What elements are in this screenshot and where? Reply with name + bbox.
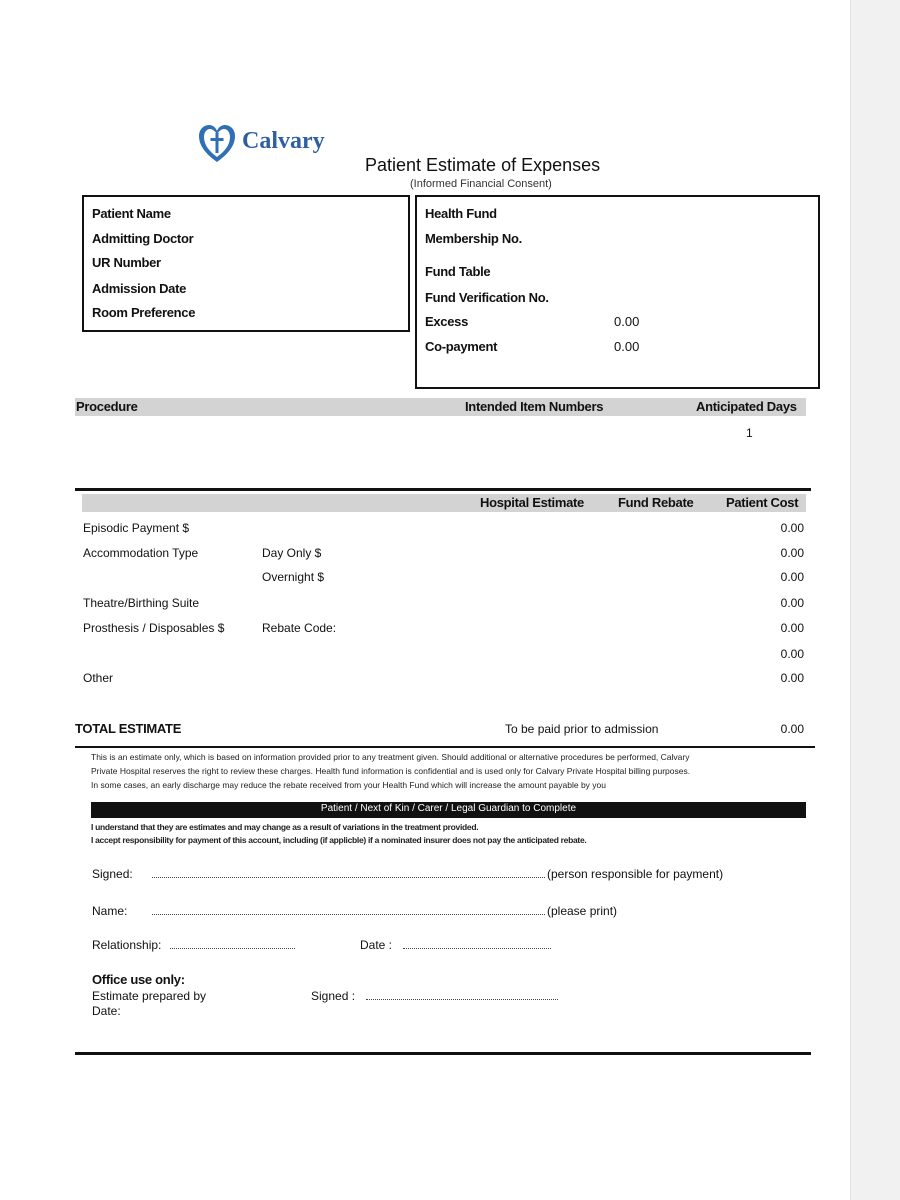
signed-label: Signed: bbox=[92, 867, 133, 881]
health-fund-label: Health Fund bbox=[425, 206, 497, 221]
disclaimer-line-2: Private Hospital reserves the right to review these charges. Health fund information is confidential and is used only for Calvary Private Hospital billing purposes. bbox=[91, 766, 691, 776]
fund-verification-label: Fund Verification No. bbox=[425, 290, 549, 305]
total-note: To be paid prior to admission bbox=[505, 722, 659, 736]
name-line[interactable] bbox=[152, 914, 545, 915]
day-only-value: 0.00 bbox=[780, 546, 804, 560]
calvary-logo bbox=[198, 124, 236, 169]
prosthesis-label: Prosthesis / Disposables $ bbox=[83, 621, 225, 635]
accommodation-type-label: Accommodation Type bbox=[83, 546, 199, 560]
patient-cost-label: Patient Cost bbox=[726, 495, 799, 510]
total-estimate-label: TOTAL ESTIMATE bbox=[75, 721, 182, 736]
excess-label: Excess bbox=[425, 314, 469, 329]
fund-rebate-label: Fund Rebate bbox=[618, 495, 694, 510]
heart-cross-icon bbox=[198, 124, 236, 164]
excess-value: 0.00 bbox=[614, 314, 640, 329]
page-subtitle: (Informed Financial Consent) bbox=[410, 178, 552, 190]
date-line[interactable] bbox=[403, 948, 551, 949]
name-suffix: (please print) bbox=[547, 904, 618, 918]
room-preference-label: Room Preference bbox=[92, 305, 196, 320]
anticipated-days-label: Anticipated Days bbox=[696, 399, 797, 414]
fund-table-label: Fund Table bbox=[425, 264, 491, 279]
cost-top-rule bbox=[75, 488, 811, 491]
date-label: Date : bbox=[360, 938, 393, 952]
episodic-payment-value: 0.00 bbox=[780, 521, 804, 535]
procedure-label: Procedure bbox=[76, 399, 138, 414]
consent-line-1: I understand that they are estimates and may change as a result of variations in the treatment provided. bbox=[91, 822, 479, 832]
page-title: Patient Estimate of Expenses bbox=[365, 155, 601, 175]
office-use-heading: Office use only: bbox=[92, 972, 185, 987]
consent-line-2: I accept responsibility for payment of this account, including (if applicble) if a nominated insurer does not pay the anticipated rebate. bbox=[91, 835, 587, 845]
blank-row-value: 0.00 bbox=[780, 647, 804, 661]
day-only-label: Day Only $ bbox=[262, 546, 322, 560]
total-rule bbox=[75, 746, 815, 748]
total-value: 0.00 bbox=[780, 722, 804, 736]
episodic-payment-label: Episodic Payment $ bbox=[83, 521, 190, 535]
consent-banner-text: Patient / Next of Kin / Carer / Legal Guardian to Complete bbox=[320, 803, 577, 814]
copayment-value: 0.00 bbox=[614, 339, 640, 354]
other-value: 0.00 bbox=[780, 671, 804, 685]
relationship-label: Relationship: bbox=[92, 938, 162, 952]
overnight-value: 0.00 bbox=[780, 570, 804, 584]
bottom-rule bbox=[75, 1052, 811, 1055]
office-signed-label: Signed : bbox=[311, 989, 356, 1003]
other-label: Other bbox=[83, 671, 114, 685]
brand-name: Calvary bbox=[242, 128, 325, 154]
signed-suffix: (person responsible for payment) bbox=[547, 867, 724, 881]
ur-number-label: UR Number bbox=[92, 255, 161, 270]
overnight-label: Overnight $ bbox=[262, 570, 325, 584]
relationship-line[interactable] bbox=[170, 948, 295, 949]
office-signed-line[interactable] bbox=[366, 999, 558, 1000]
theatre-value: 0.00 bbox=[780, 596, 804, 610]
name-label: Name: bbox=[92, 904, 128, 918]
cost-header-bar bbox=[82, 494, 806, 512]
hospital-estimate-label: Hospital Estimate bbox=[480, 495, 584, 510]
estimate-prepared-label: Estimate prepared by bbox=[92, 989, 207, 1003]
anticipated-days-value: 1 bbox=[746, 426, 753, 440]
copayment-label: Co-payment bbox=[425, 339, 498, 354]
prosthesis-value: 0.00 bbox=[780, 621, 804, 635]
membership-no-label: Membership No. bbox=[425, 231, 522, 246]
admission-date-label: Admission Date bbox=[92, 281, 187, 296]
disclaimer-line-3: In some cases, an early discharge may reduce the rebate received from your Health Fund which will increase the amount payable by you bbox=[91, 780, 606, 790]
theatre-label: Theatre/Birthing Suite bbox=[83, 596, 200, 610]
signed-line[interactable] bbox=[152, 877, 545, 878]
admitting-doctor-label: Admitting Doctor bbox=[92, 231, 194, 246]
disclaimer-line-1: This is an estimate only, which is based on information provided prior to any treatment given. Should additional or alternative procedures be performed, Calvary bbox=[91, 752, 690, 762]
item-numbers-label: Intended Item Numbers bbox=[465, 399, 604, 414]
office-date-label: Date: bbox=[92, 1004, 121, 1018]
patient-name-label: Patient Name bbox=[92, 206, 171, 221]
rebate-code-label: Rebate Code: bbox=[262, 621, 337, 635]
